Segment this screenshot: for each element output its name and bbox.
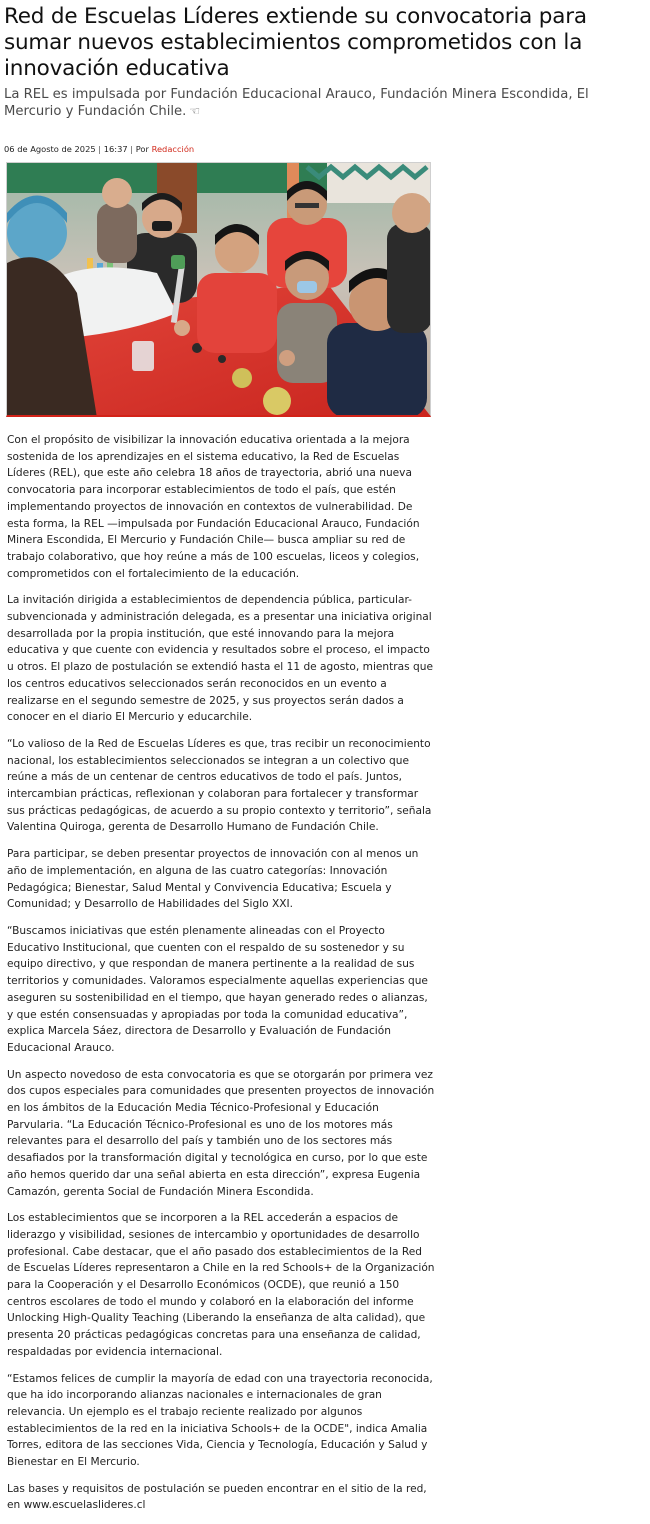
- body-paragraph: “Lo valioso de la Red de Escuelas Líderes es que, tras recibir un reconocimiento nacional, los establecimientos seleccionados se integran a un colectivo que reúne a más de un centenar de centros educativos de todo el país. Juntos, intercambian prácticas, reflexionan y colaboran para fortalecer y transformar sus prácticas pedagógicas, de acuerdo a su propio contexto y territorio”, señala Valentina Quiroga, gerenta de Desarrollo Humano de Fundación Chile.: [7, 737, 432, 834]
- body-paragraph: Las bases y requisitos de postulación se pueden encontrar en el sitio de la red, en www.escuelaslideres.cl: [7, 1482, 427, 1512]
- byline-separator: |: [98, 144, 102, 154]
- body-paragraph: Con el propósito de visibilizar la innovación educativa orientada a la mejora sostenida de los aprendizajes en el sistema educativo, la Red de Escuelas Líderes (REL), que este año celebra 18 años de trayectoria, abrió una nueva convocatoria para incorporar establecimientos de todo el país, que estén implementando proyectos de innovación en contextos de vulnerabilidad. De esta forma, la REL —impulsada por Fundación Educacional Arauco, Fundación Minera Escondida, El Mercurio y Fundación Chile— busca ampliar su red de trabajo colaborativo, que hoy reúne a más de 100 escuelas, liceos y colegios, comprometidos con el fortalecimiento de la educación.: [7, 434, 420, 580]
- article-body: [7, 432, 435, 1524]
- subtitle-text: La REL es impulsada por Fundación Educacional Arauco, Fundación Minera Escondida, El Mercurio y Fundación Chile.: [4, 87, 589, 119]
- hand-pointing-icon: ☜: [189, 104, 201, 118]
- publish-date: 06 de Agosto de 2025: [4, 144, 96, 154]
- publish-time: 16:37: [103, 144, 128, 154]
- body-paragraph: Los establecimientos que se incorporen a la REL accederán a espacios de liderazgo y visibilidad, sesiones de intercambio y oportunidades de desarrollo profesional. Cabe destacar, que el año pasado dos establecimientos de la Red de Escuelas Líderes representaron a Chile en la red Schools+ de la Organización para la Cooperación y el Desarrollo Económicos (OCDE), que reunió a 150 centros escolares de todo el mundo y colaboró en la elaboración del informe Unlocking High-Quality Teaching (Liberando la enseñanza de alta calidad), que presenta 20 prácticas pedagógicas concretas para una enseñanza de calidad, respaldadas por evidencia internacional.: [7, 1212, 435, 1358]
- by-label: Por: [135, 144, 149, 154]
- photo-illustration: [7, 163, 431, 417]
- body-paragraph: “Estamos felices de cumplir la mayoría de edad con una trayectoria reconocida, que ha ido incorporando alianzas nacionales e internacionales de gran relevancia. Un ejemplo es el trabajo reciente realizado por algunos establecimientos de la red en la iniciativa Schools+ de la OCDE", indica Amalia Torres, editora de las secciones Vida, Ciencia y Tecnología, Educación y Salud y Bienestar en El Mercurio.: [7, 1372, 433, 1469]
- article-photo: [6, 162, 431, 417]
- author-link[interactable]: Redacción: [151, 144, 195, 154]
- article-headline: Red de Escuelas Líderes extiende su convocatoria para sumar nuevos establecimientos comprometidos con la innovación educativa: [4, 4, 587, 81]
- byline-separator: |: [130, 144, 134, 154]
- article-byline: [4, 143, 194, 155]
- article-subtitle: [4, 86, 604, 120]
- body-paragraph: La invitación dirigida a establecimientos de dependencia pública, particular-subvencionada y administración delegada, es a presentar una iniciativa original desarrollada por la propia institución, que esté innovando para la mejora educativa y que cuente con evidencia y resultados sobre el proceso, el impacto u otros. El plazo de postulación se extendió hasta el 11 de agosto, mientras que los centros educativos seleccionados serán reconocidos en un evento a realizarse en el segundo semestre de 2025, y sus proyectos serán dados a conocer en el diario El Mercurio y educarchile.: [7, 594, 433, 724]
- body-paragraph: Un aspecto novedoso de esta convocatoria es que se otorgarán por primera vez dos cupos especiales para comunidades que presenten proyectos de innovación en los ámbitos de la Educación Media Técnico-Profesional y Educación Parvularia. “La Educación Técnico-Profesional es uno de los motores más relevantes para el desarrollo del país y también uno de los sectores más desafiados por la transformación digital y tecnológica en curso, por lo que este año hemos querido dar una señal abierta en esta dirección”, expresa Eugenia Camazón, gerenta Social de Fundación Minera Escondida.: [7, 1068, 435, 1198]
- body-paragraph: “Buscamos iniciativas que estén plenamente alineadas con el Proyecto Educativo Institucional, que cuenten con el respaldo de su sostenedor y su equipo directivo, y que respondan de manera pertinente a la realidad de sus territorios y comunidades. Valoramos especialmente aquellas experiencias que aseguren su sostenibilidad en el tiempo, que hayan generado redes o alianzas, y que estén consensuadas y apropiadas por toda la comunidad educativa”, explica Marcela Sáez, directora de Desarrollo y Evaluación de Fundación Educacional Arauco.: [7, 924, 428, 1054]
- body-paragraph: Para participar, se deben presentar proyectos de innovación con al menos un año de implementación, en alguna de las cuatro categorías: Innovación Pedagógica; Bienestar, Salud Mental y Convivencia Educativa; Escuela y Comunidad; y Desarrollo de Habilidades del Siglo XXI.: [7, 848, 419, 911]
